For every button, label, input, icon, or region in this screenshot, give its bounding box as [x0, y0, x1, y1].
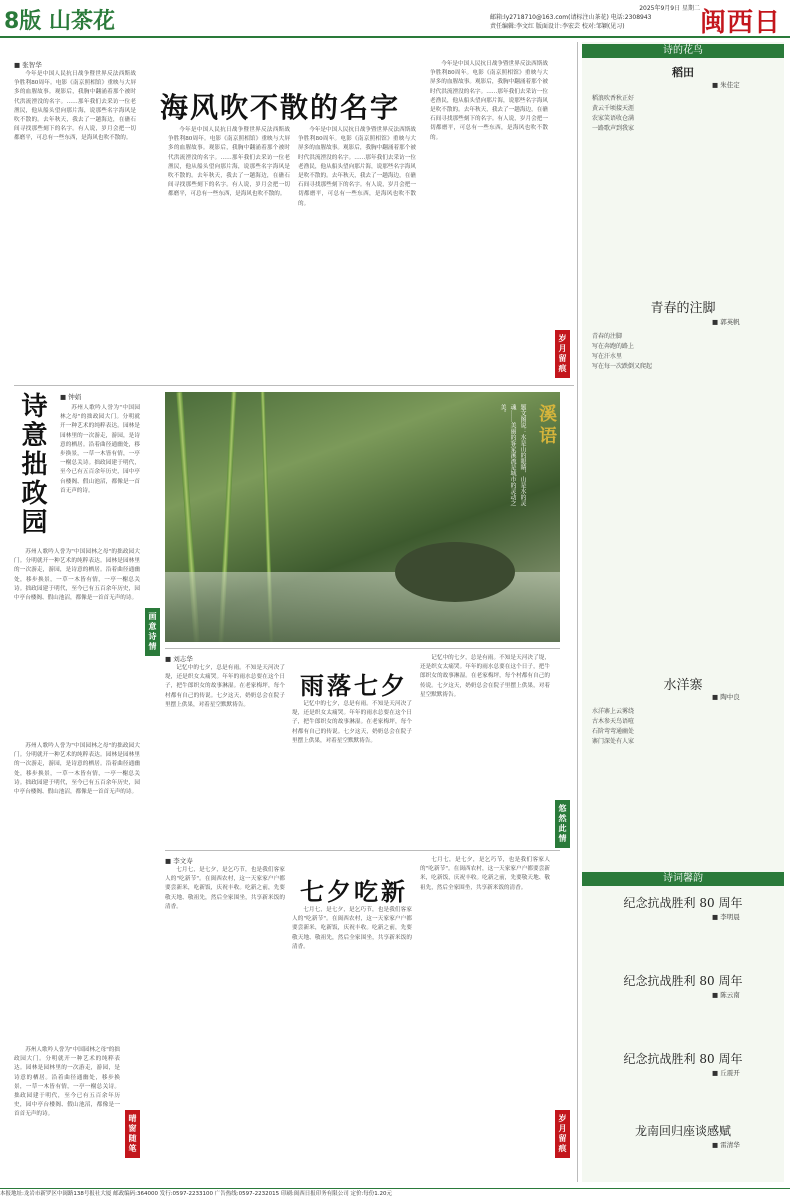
poem3-line: 石阶弯弯通幽处	[592, 728, 635, 735]
article1-author: ■ 张智华	[14, 61, 42, 69]
article1-col4	[430, 60, 548, 380]
article3-body-cont2: 记忆中的七夕，总是有雨。不知是天河决了堤，还是织女太痛哭。年年的雨水总要在这个日子，把牛郎织女的故事淋湿。在老家梅坪，每个村都有自己的传说。七夕这天，奶奶总会在院子里摆上供果，对着星空默默祷告。	[420, 655, 550, 698]
article2-col1	[60, 404, 140, 544]
section2-title: 诗词馨韵	[663, 873, 703, 884]
poem2-author: ■ 郭英帆	[712, 318, 740, 326]
divider-h1	[14, 385, 574, 386]
article2-body-cont3: 苏州人歌吟人誉为"中国园林之母"的拙政园大门。分明就开一种艺术的纯粹表达。园林是园林里的一次游走，游园，是诗意的栖居。沿着曲径通幽处，移步换景，一草一木皆有情，一亭一榭总关诗。拙政园建于明代，至今已有五百余年历史，园中亭台楼阁、假山池沼，都像是一首首无声的诗。	[14, 1047, 120, 1118]
article4-body: 七月七，是七夕，是乞巧节，也是我们客家人的"吃新节"。在闽西农村，这一天家家户户都要尝新米，吃新饭，庆祝丰收。吃新之前，先要敬天地、敬祖先，然后全家围坐，共享新米饭的清香。	[165, 867, 285, 910]
poem1-author: ■ 朱佳定	[712, 81, 740, 89]
contact-info: 邮箱:ly2718710@163.com(请标注山茶花) 电话:2308943	[490, 14, 652, 21]
poem3-line: 古木参天鸟语喧	[592, 718, 635, 725]
article2-col2	[14, 548, 140, 738]
poem2-line: 青春的注脚	[592, 333, 623, 340]
article1-body-cont2: 今年是中国人民抗日战争暨世界反法西斯战争胜利80周年。电影《南京照相馆》重映与大屏多的血腥故事。观影后，我胸中翻涌着那个被时代洪流湮没的名字。……那年我们去采访一位老渔民，他从船头望向那片海，说那些名字海风是吹不散的。去年秋天，我去了一趟海边，在礁石间寻找那些刻下的名字。有人说，岁月会把一切都磨平，可总有一些东西，是海风也吹不散的。	[298, 127, 416, 207]
poem2-body	[592, 332, 777, 372]
poem5-author-name: 陈云南	[720, 991, 740, 999]
poem3-body	[592, 707, 777, 747]
poem1-line: 一路歌声到我家	[592, 125, 635, 132]
tag-youran: 悠然此情	[555, 800, 570, 848]
tag-suiyue-2: 岁月留痕	[555, 1110, 570, 1158]
stream-photo	[165, 392, 560, 642]
article4-col3	[420, 856, 550, 1182]
article3-author: ■ 刘志华	[165, 655, 193, 663]
poem2-line: 写在奔跑的路上	[592, 343, 635, 350]
article1-col3	[298, 126, 416, 376]
tag-qingchuang: 晴窗随笔	[125, 1110, 140, 1158]
article1-body-cont: 今年是中国人民抗日战争暨世界反法西斯战争胜利80周年。电影《南京照相馆》重映与大屏多的血腥故事。观影后，我胸中翻涌着那个被时代洪流湮没的名字。……那年我们去采访一位老渔民，他从船头望向那片海，说那些名字海风是吹不散的。去年秋天，我去了一趟海边，在礁石间寻找那些刻下的名字。有人说，岁月会把一切都磨平，可总有一些东西，是海风也吹不散的。	[168, 127, 290, 198]
article4-author: ■ 李文寿	[165, 857, 193, 865]
poetry-column	[582, 42, 784, 1182]
page-footer: 本报地址:龙岩市新罗区中闽路138号报社大厦 邮政编码:364000 发行:0597-2233100 广告热线:0597-2232015 印刷:闽西日报印务有限公司 定价:每份1.20元	[0, 1188, 790, 1201]
divider-h2	[165, 648, 560, 649]
poem1-author-name: 朱佳定	[720, 81, 740, 89]
article2-body-cont: 苏州人歌吟人誉为"中国园林之母"的拙政园大门。分明就开一种艺术的纯粹表达。园林是园林里的一次游走，游园，是诗意的栖居。沿着曲径通幽处，移步换景，一草一木皆有情，一亭一榭总关诗。拙政园建于明代，至今已有五百余年历史，园中亭台楼阁、假山池沼，都像是一首首无声的诗。	[14, 549, 140, 602]
poem3-title: 水洋寨	[663, 678, 703, 693]
article1-title: 海风吹不散的名字	[160, 91, 401, 124]
divider-h3	[165, 850, 560, 851]
tag-suiyue-1: 岁月留痕	[555, 330, 570, 378]
poem7-author: ■ 雷清华	[712, 1141, 740, 1149]
article2-col3	[14, 742, 140, 1042]
poem6-author-name: 丘震开	[720, 1069, 740, 1077]
article3-col2	[292, 700, 412, 845]
article2-author-name: 钟娟	[68, 393, 82, 401]
poem2-author-name: 郭英帆	[720, 318, 740, 326]
poem1-title: 稻田	[672, 66, 694, 79]
article3-body: 记忆中的七夕，总是有雨。不知是天河决了堤，还是织女太痛哭。年年的雨水总要在这个日子，把牛郎织女的故事淋湿。在老家梅坪，每个村都有自己的传说。七夕这天，奶奶总会在院子里摆上供果，对着星空默默祷告。	[165, 665, 285, 708]
page-number	[4, 4, 115, 35]
article3-author-name: 刘志华	[173, 655, 193, 663]
poem3-author-name: 陶中良	[720, 693, 740, 701]
poem3-author: ■ 陶中良	[712, 693, 740, 701]
article2-title: 诗意拙政园	[17, 392, 47, 537]
mossy-rock	[395, 542, 515, 602]
article2-author: ■ 钟娟	[60, 393, 82, 401]
poem7-author-name: 雷清华	[720, 1141, 740, 1149]
article2-col4	[14, 1046, 120, 1181]
poem4-author: ■ 李明晨	[712, 913, 740, 921]
section-name: 山茶花	[48, 9, 115, 34]
tag-huayi: 画意诗情	[145, 608, 160, 656]
poem1-line: 黄云千顷接天涯	[592, 105, 635, 112]
poem6-author: ■ 丘震开	[712, 1069, 740, 1077]
issue-date: 2025年9月9日 星期二	[639, 5, 700, 12]
article4-body-cont: 七月七，是七夕，是乞巧节，也是我们客家人的"吃新节"。在闽西农村，这一天家家户户都要尝新米，吃新饭，庆祝丰收。吃新之前，先要敬天地、敬祖先，然后全家围坐，共享新米饭的清香。	[292, 907, 412, 950]
article4-col2	[292, 906, 412, 1182]
header-info	[490, 4, 700, 31]
article3-col3	[420, 654, 550, 844]
poem3-line: 寨门深处有人家	[592, 738, 635, 745]
xiyu-title: 溪语	[536, 404, 557, 448]
poem5-author: ■ 陈云南	[712, 991, 740, 999]
article2-body-cont2: 苏州人歌吟人誉为"中国园林之母"的拙政园大门。分明就开一种艺术的纯粹表达。园林是园林里的一次游走，游园，是诗意的栖居。沿着曲径通幽处，移步换景，一草一木皆有情，一亭一榭总关诗。拙政园建于明代，至今已有五百余年历史，园中亭台楼阁、假山池沼，都像是一首首无声的诗。	[14, 743, 140, 796]
poem2-line: 写在每一次跌倒又爬起	[592, 363, 653, 370]
poem1-line: 稻浪吹香秋正好	[592, 95, 635, 102]
article4-col1	[165, 866, 285, 1182]
poem2-line: 写在汗水里	[592, 353, 623, 360]
poem5-title: 纪念抗战胜利 80 周年	[623, 974, 743, 988]
poem2-title: 青春的注脚	[650, 301, 716, 316]
poem6-title: 纪念抗战胜利 80 周年	[623, 1052, 743, 1066]
article3-title: 雨落七夕	[300, 671, 408, 700]
article2-body: 苏州人歌吟人誉为"中国园林之母"的拙政园大门。分明就开一种艺术的纯粹表达。园林是园林里的一次游走，游园，是诗意的栖居。沿着曲径通幽处，移步换景，一草一木皆有情，一亭一榭总关诗。拙政园建于明代，至今已有五百余年历史，园中亭台楼阁、假山池沼，都像是一首首无声的诗。	[60, 405, 140, 494]
article4-body-cont2: 七月七，是七夕，是乞巧节，也是我们客家人的"吃新节"。在闽西农村，这一天家家户户都要尝新米，吃新饭，庆祝丰收。吃新之前，先要敬天地、敬祖先，然后全家围坐，共享新米饭的清香。	[420, 857, 550, 891]
article4-title: 七夕吃新	[300, 877, 408, 906]
article1-body: 今年是中国人民抗日战争暨世界反法西斯战争胜利80周年。电影《南京照相馆》重映与大屏多的血腥故事。观影后，我胸中翻涌着那个被时代洪流湮没的名字。……那年我们去采访一位老渔民，他从船头望向那片海，说那些名字海风是吹不散的。去年秋天，我去了一趟海边，在礁石间寻找那些刻下的名字。有人说，岁月会把一切都磨平，可总有一些东西，是海风也吹不散的。	[14, 71, 136, 142]
article1-author-name: 张智华	[22, 61, 42, 69]
section1-title: 诗的花鸟	[663, 45, 703, 56]
divider-v-right	[577, 42, 578, 1182]
article1-col1	[14, 70, 136, 380]
poem1-body	[592, 94, 777, 134]
article1-body-cont3: 今年是中国人民抗日战争暨世界反法西斯战争胜利80周年。电影《南京照相馆》重映与大屏多的血腥故事。观影后，我胸中翻涌着那个被时代洪流湮没的名字。……那年我们去采访一位老渔民，他从船头望向那片海，说那些名字海风是吹不散的。去年秋天，我去了一趟海边，在礁石间寻找那些刻下的名字。有人说，岁月会把一切都磨平，可总有一些东西，是海风也吹不散的。	[430, 61, 548, 141]
editor-credits: 责任编辑:李文红 版面设计:李宏芸 校对:邹颖(见习)	[490, 23, 625, 30]
poem3-line: 水洋寨上云雾绕	[592, 708, 635, 715]
article3-col1	[165, 664, 285, 844]
article3-body-cont: 记忆中的七夕，总是有雨。不知是天河决了堤，还是织女太痛哭。年年的雨水总要在这个日子，把牛郎织女的故事淋湿。在老家梅坪，每个村都有自己的传说。七夕这天，奶奶总会在院子里摆上供果，对着星空默默祷告。	[292, 701, 412, 744]
article4-author-name: 李文寿	[173, 857, 193, 865]
newspaper-logo: 闽西日	[700, 8, 782, 38]
poem4-author-name: 李明晨	[720, 913, 740, 921]
page-header	[0, 0, 790, 38]
article1-col2	[168, 126, 290, 376]
page-num-label: 8版	[4, 9, 42, 34]
xiyu-caption: 题文图说：水是山的眼睛，山是水的灵魂……美丽的客家溪流是城市的灵动之美。	[499, 404, 526, 506]
poem7-title: 龙南回归座谈感赋	[634, 1124, 731, 1138]
poem4-title: 纪念抗战胜利 80 周年	[623, 896, 743, 910]
poem1-line: 农家笑语收仓满	[592, 115, 635, 122]
